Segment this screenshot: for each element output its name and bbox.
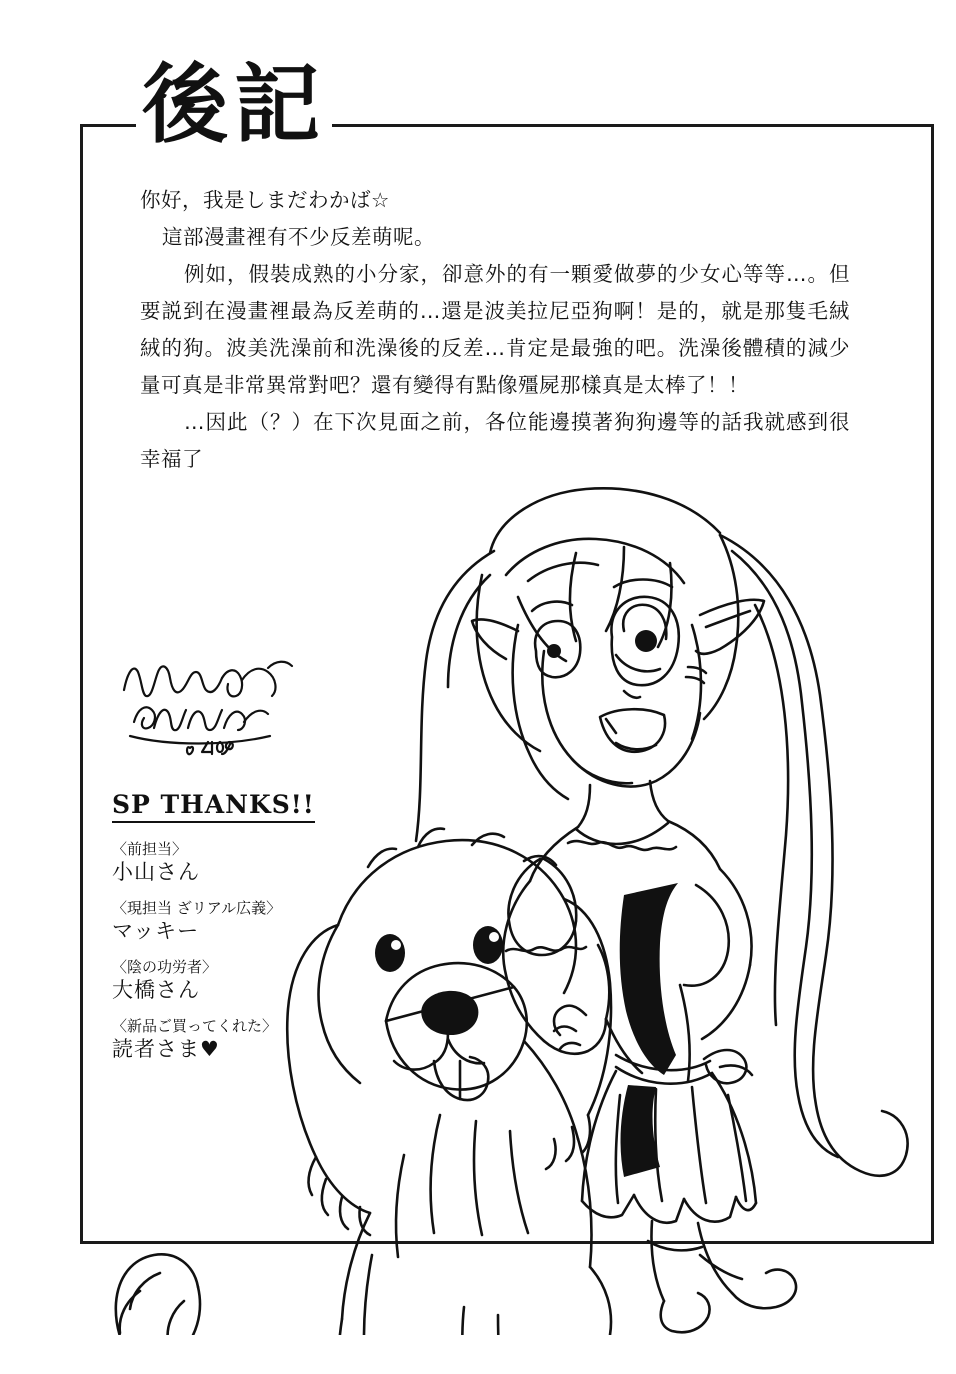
afterword-body (140, 182, 850, 478)
thanks-role: 〈現担当 ざリアル広義〉 (112, 899, 282, 917)
afterword-paragraph-4: …因此（？）在下次見面之前，各位能邊摸著狗狗邊等的話我就感到很幸福了 (140, 410, 850, 471)
page-title: 後記 (136, 62, 332, 148)
special-thanks-title: SP THANKS!! (112, 790, 315, 823)
artist-signature (118, 650, 298, 760)
thanks-name: 小山さん (112, 860, 200, 884)
thanks-entry (112, 1016, 342, 1062)
thanks-entry (112, 839, 342, 885)
afterword-paragraph-1: 你好，我是しまだわかば☆ (140, 188, 390, 212)
thanks-name: 大橋さん (112, 978, 200, 1002)
thanks-entry (112, 898, 342, 944)
special-thanks-block (112, 790, 342, 1075)
thanks-role: 〈新品ご買ってくれた〉 (112, 1017, 278, 1035)
thanks-role: 〈前担当〉 (112, 840, 188, 858)
afterword-paragraph-3: 例如，假裝成熟的小分家，卻意外的有一顆愛做夢的少女心等等…。但要説到在漫畫裡最為反差萌的…還是波美拉尼亞狗啊！是的，就是那隻毛絨絨的狗。波美洗澡前和洗澡後的反差…肯定是最強的吧。洗澡後體積的減少量可真是非常異常對吧？還有變得有點像殭屍那樣真是太棒了！！ (140, 262, 850, 397)
afterword-paragraph-2: 這部漫畫裡有不少反差萌呢。 (162, 225, 435, 249)
thanks-entry (112, 957, 342, 1003)
thanks-name: マッキー (112, 919, 200, 943)
thanks-role: 〈陰の功労者〉 (112, 958, 218, 976)
thanks-name: 読者さま♥ (112, 1037, 220, 1061)
frame-rule-top-left (80, 124, 140, 127)
frame-rule-top-right (330, 124, 934, 127)
